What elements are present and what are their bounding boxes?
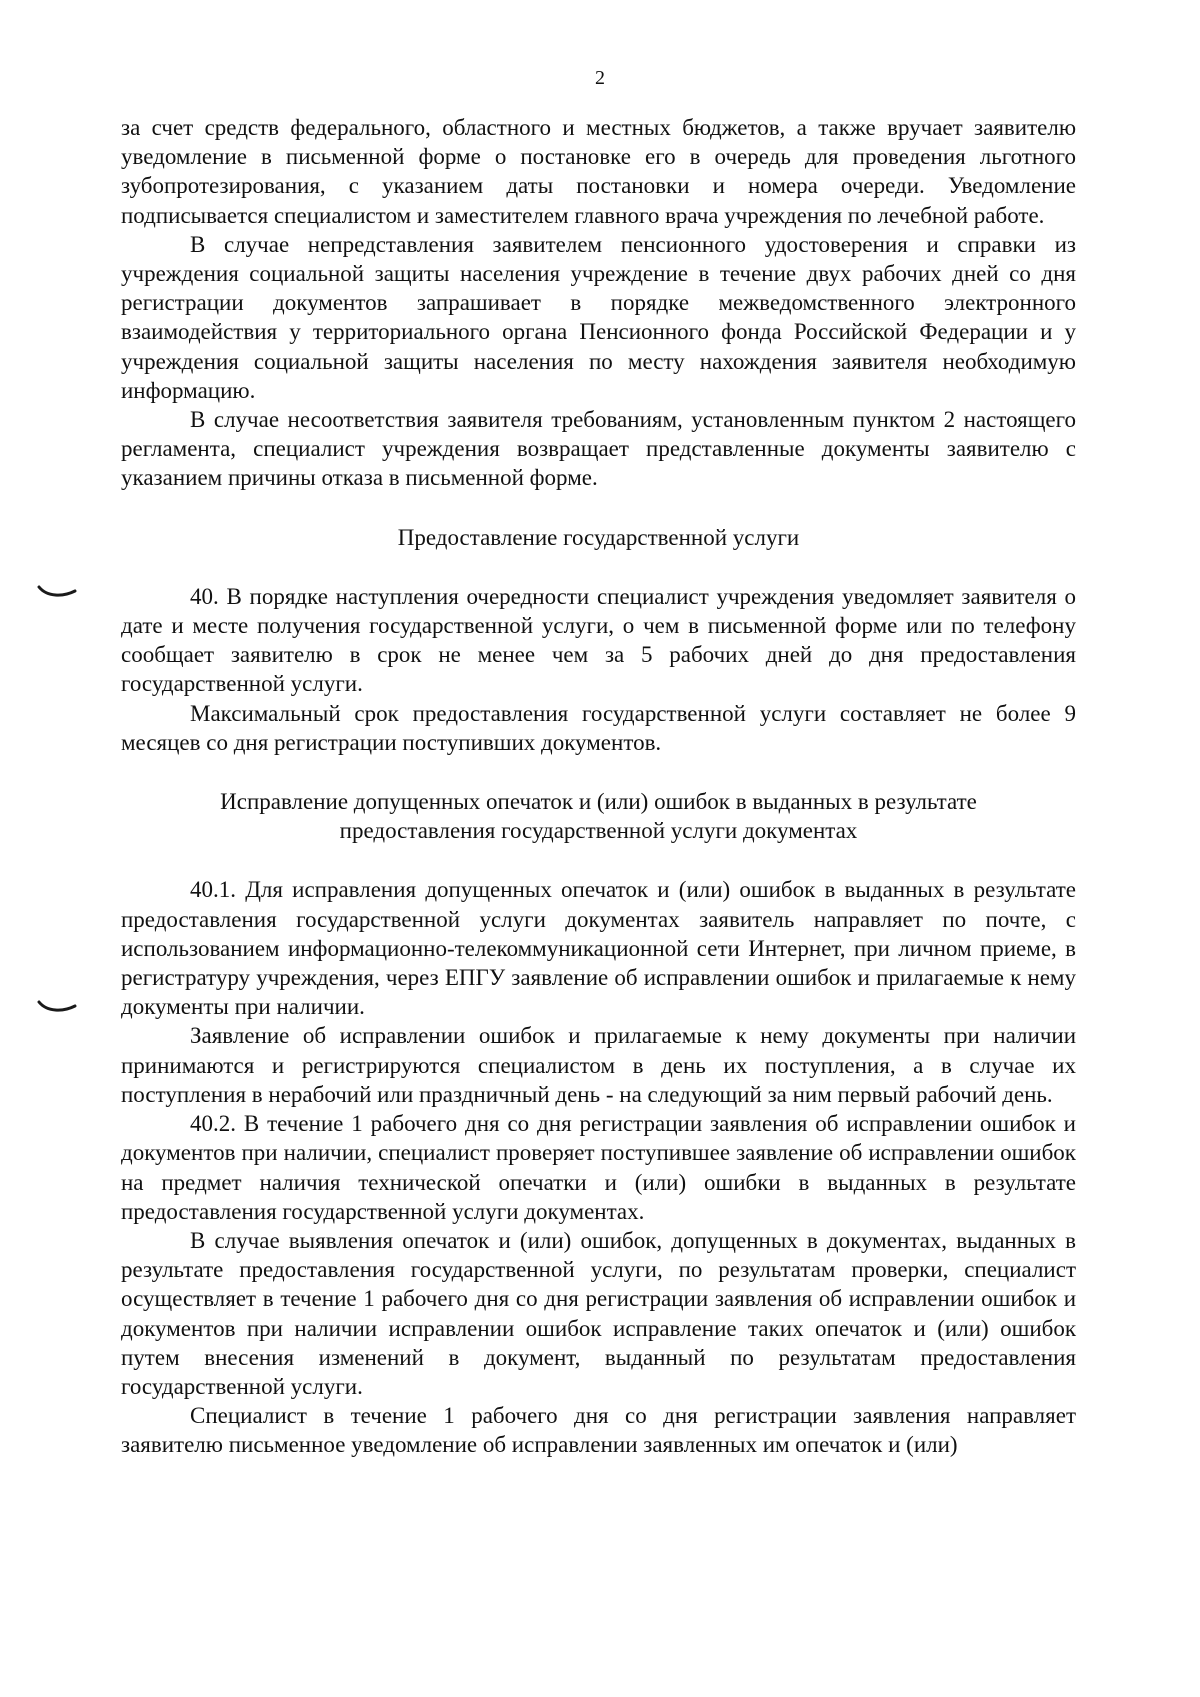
paragraph: Специалист в течение 1 рабочего дня со дня регистрации заявления направляет заявителю письменное уведомление об исправлении заявленных им опечаток и (или) [121,1403,1076,1458]
paragraph-item-40-2: 40.2. В течение 1 рабочего дня со дня регистрации заявления об исправлении ошибок и документов при наличии, специалист проверяет поступившее заявление об исправлении ошибок на предмет наличия технической опечатки и (или) ошибки в выданных в результате предоставления государственной услуги документах. [121,1111,1076,1224]
paragraph-item-40-1: 40.1. Для исправления допущенных опечаток и (или) ошибок в выданных в результате предоставления государственной услуги документах заявитель направляет по почте, с использованием информационно-телекоммуникационной сети Интернет, при личном приеме, в регистратуру учреждения, через ЕПГУ заявление об исправлении ошибок и прилагаемые к нему документы при наличии. [121,877,1076,1020]
margin-mark-icon-svg [37,1000,77,1014]
document-body [121,113,1076,1460]
section-heading: Предоставление государственной услуги [397,524,800,550]
paragraph: В случае выявления опечаток и (или) ошибок, допущенных в документах, выданных в результате предоставления государственной услуги, по результатам проверки, специалист осуществляет в течение 1 рабочего дня со дня регистрации заявления об исправлении ошибок и документов при наличии исправлении ошибок исправление таких опечаток и (или) ошибок путем внесения изменений в документ, выданный по результатам предоставления государственной услуги. [121,1227,1076,1399]
paragraph: В случае несоответствия заявителя требованиям, установленным пунктом 2 настоящего регламента, специалист учреждения возвращает представленные документы заявителю с указанием причины отказа в письменной форме. [121,407,1076,491]
page-number: 2 [595,67,605,89]
section-heading-corrections [121,787,1076,845]
paragraph-continuation: за счет средств федерального, областного и местных бюджетов, а также вручает заявителю уведомление в письменной форме о постановке его в очередь для проведения льготного зубопротезирования, с указанием даты постановки и номера очереди. Уведомление подписывается специалистом и заместителем главного врача учреждения по лечебной работе. [121,115,1076,228]
section-heading-line: предоставления государственной услуги документах [339,818,858,844]
paragraph: Максимальный срок предоставления государственной услуги составляет не более 9 месяцев со дня регистрации поступивших документов. [121,700,1076,755]
margin-mark-icon [37,1000,77,1014]
paragraph-item-40: 40. В порядке наступления очередности специалист учреждения уведомляет заявителя о дате и месте получения государственной услуги, о чем в письменной форме или по телефону сообщает заявителю в срок не менее чем за 5 рабочих дней до дня предоставления государственной услуги. [121,583,1076,697]
paragraph: В случае непредставления заявителем пенсионного удостоверения и справки из учреждения социальной защиты населения учреждение в течение двух рабочих дней со дня регистрации документов запрашивает в порядке межведомственного электронного взаимодействия у территориального органа Пенсионного фонда Российской Федерации и у учреждения социальной защиты населения по месту нахождения заявителя необходимую информацию. [121,231,1076,403]
margin-mark-icon [37,585,77,599]
margin-mark-icon-svg [37,585,77,599]
paragraph: Заявление об исправлении ошибок и прилагаемые к нему документы при наличии принимаются и регистрируются специалистом в день их поступления, а в случае их поступления в нерабочий или праздничный день - на следующий за ним первый рабочий день. [121,1023,1076,1107]
section-heading-line: Исправление допущенных опечаток и (или) ошибок в выданных в результате [220,789,977,815]
